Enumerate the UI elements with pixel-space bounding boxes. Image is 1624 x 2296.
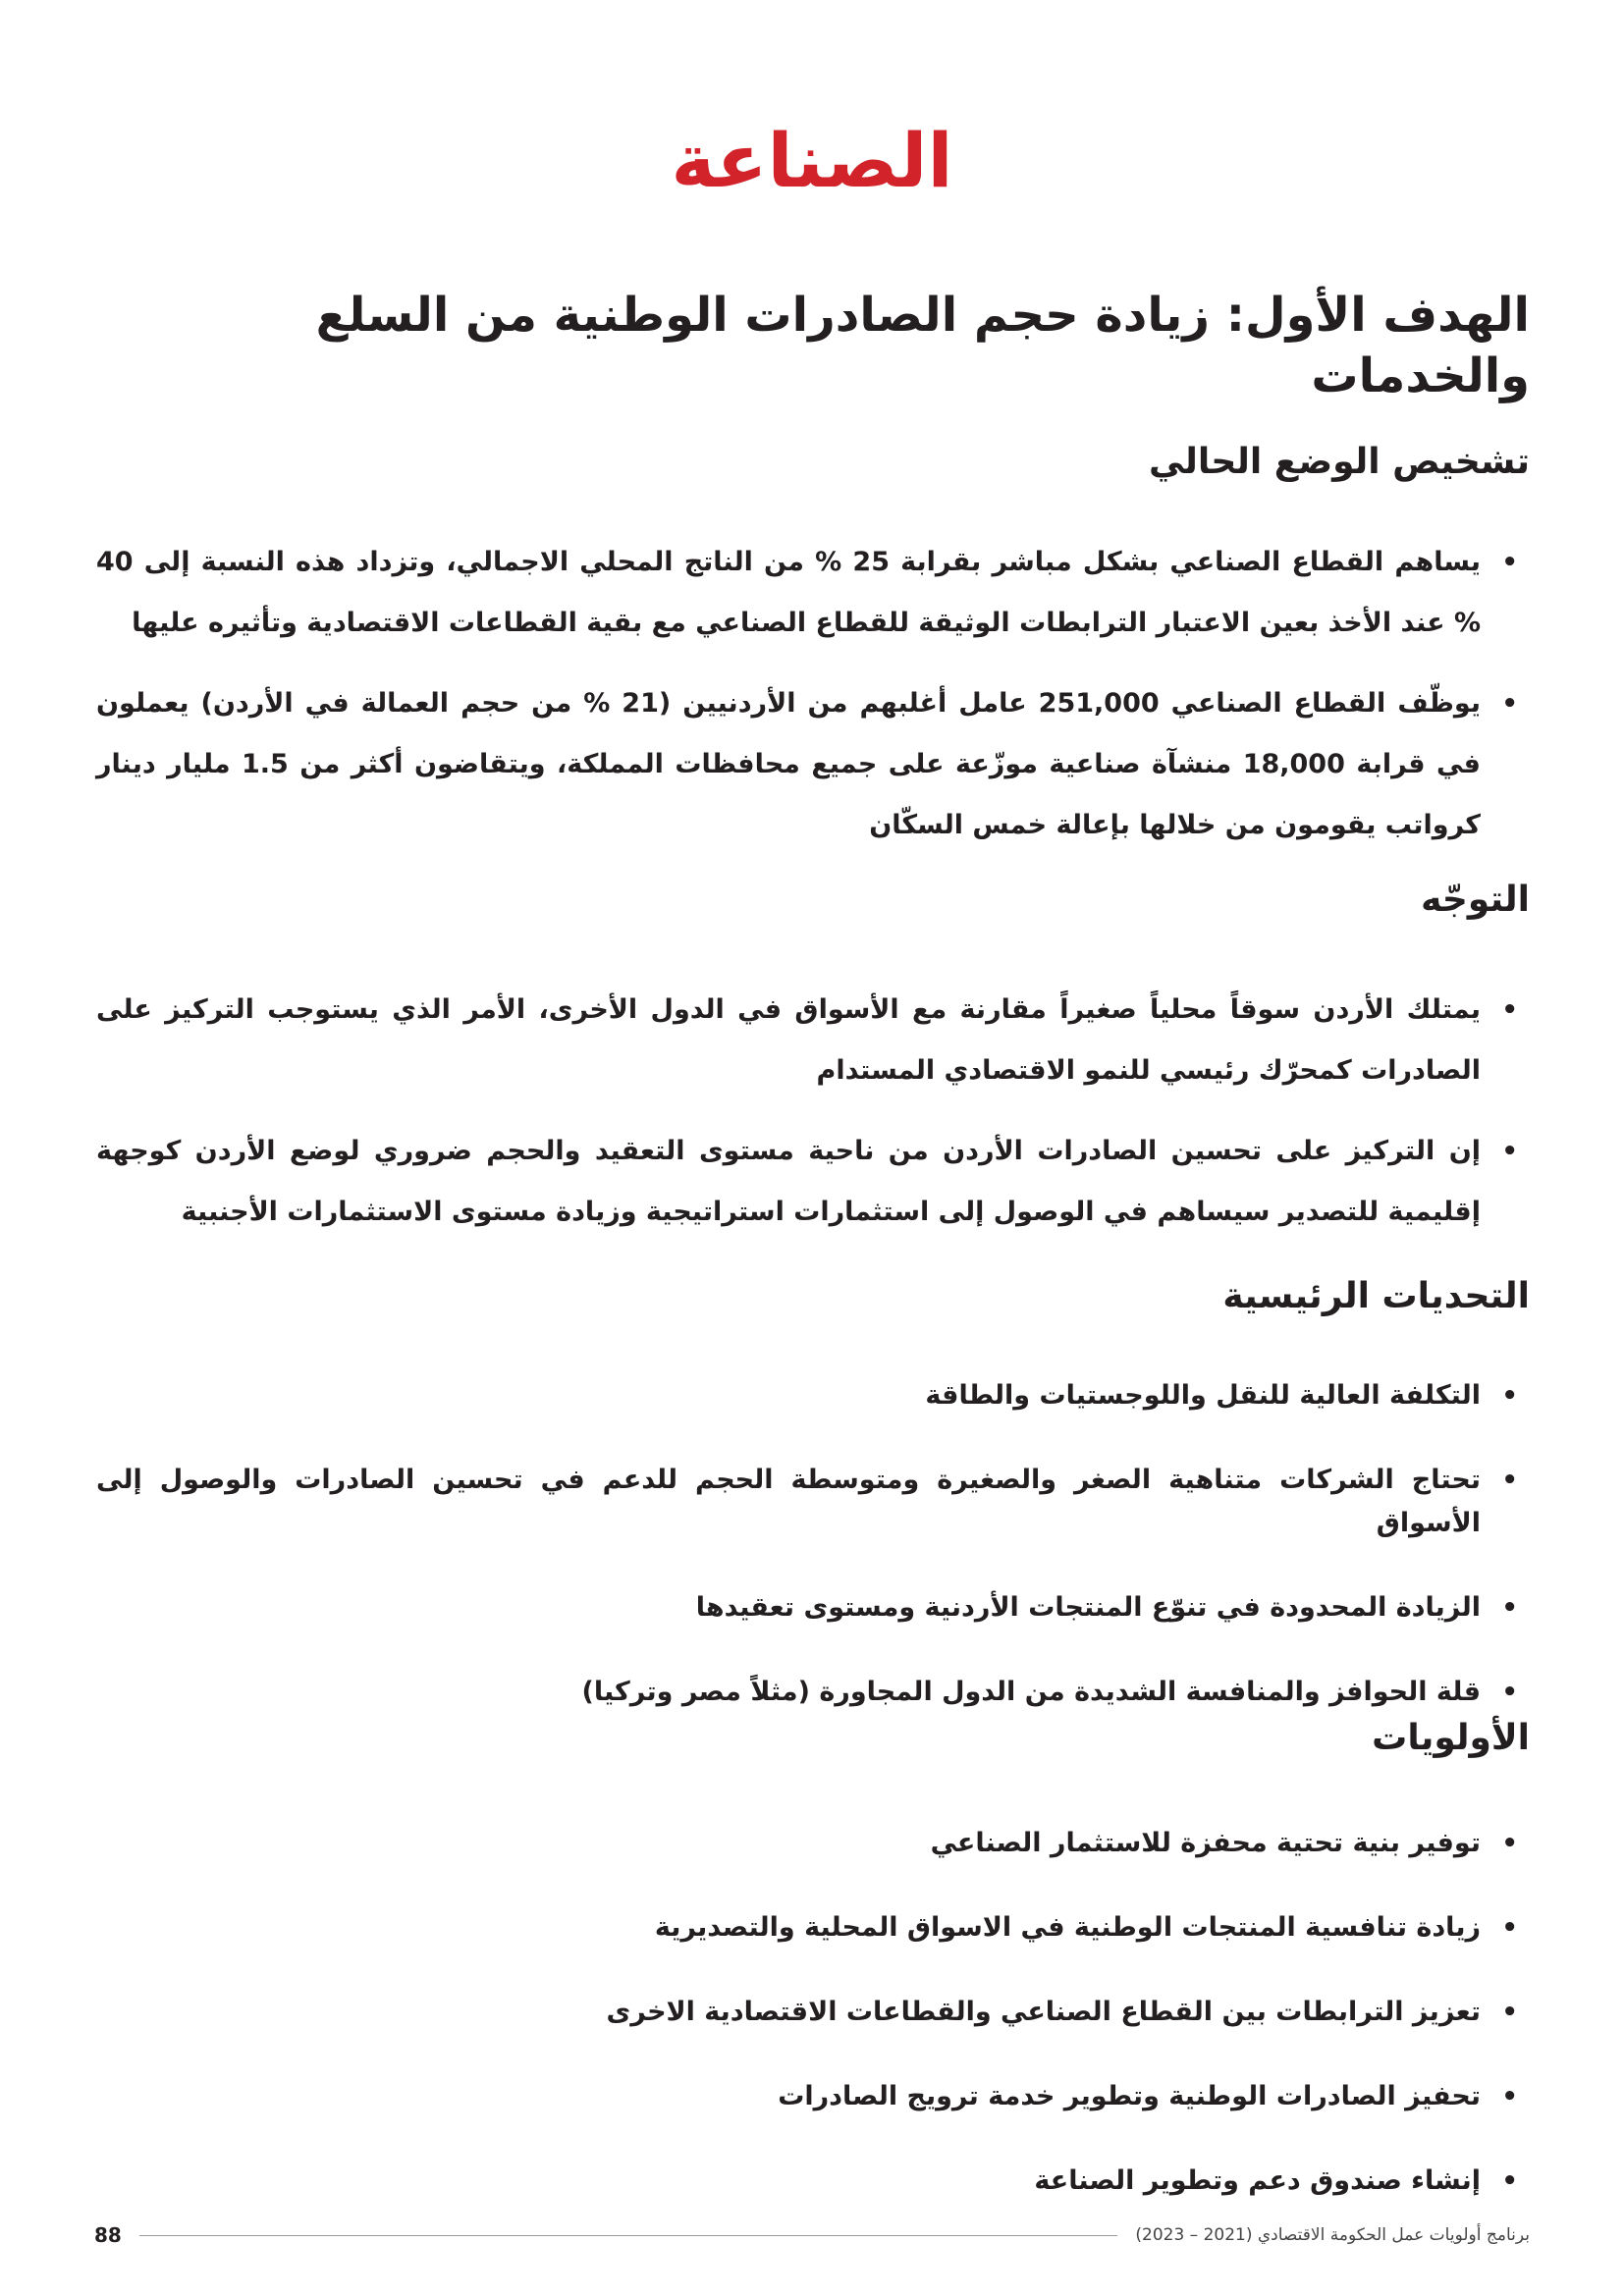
bullet-icon: • xyxy=(1501,689,1518,719)
bullet-icon: • xyxy=(1501,1678,1518,1707)
list-item xyxy=(96,2160,1530,2203)
list-item xyxy=(96,2075,1530,2118)
section-heading-current-status: تشخيص الوضع الحالي xyxy=(1148,442,1530,482)
section-heading-priorities: الأولويات xyxy=(1372,1718,1530,1758)
page-title: الصناعة xyxy=(671,117,953,204)
list-item-text: توفير بنية تحتية محفزة للاستثمار الصناعي xyxy=(930,1828,1481,1858)
list-item xyxy=(96,1374,1530,1417)
list-item-text: التكلفة العالية للنقل واللوجستيات والطاقة xyxy=(925,1380,1481,1411)
list-item-text: يساهم القطاع الصناعي بشكل مباشر بقرابة 25 % من الناتج المحلي الاجمالي، وتزداد هذه النسبة إلى 40 % عند الأخذ بعين الاعتبار الترابطات الوثيقة للقطاع الصناعي مع بقية القطاعات الاقتصادية وتأثيره عليها xyxy=(96,547,1481,638)
list-item-text: يمتلك الأردن سوقاً محلياً صغيراً مقارنة مع الأسواق في الدول الأخرى، الأمر الذي يستوجب التركيز على الصادرات كمحرّك رئيسي للنمو الاقتصادي المستدام xyxy=(96,994,1481,1086)
list-item xyxy=(96,1906,1530,1949)
list-item xyxy=(96,980,1530,1101)
footer-text: برنامج أولويات عمل الحكومة الاقتصادي (2021 – 2023) xyxy=(1135,2225,1530,2245)
list-item-text: تحتاج الشركات متناهية الصغر والصغيرة ومتوسطة الحجم للدعم في تحسين الصادرات والوصول إلى الأسواق xyxy=(96,1465,1481,1538)
list-item xyxy=(96,1991,1530,2034)
priorities-list xyxy=(96,1822,1530,2244)
bullet-icon: • xyxy=(1501,1381,1518,1411)
list-item-text: قلة الحوافز والمنافسة الشديدة من الدول المجاورة (مثلاً مصر وتركيا) xyxy=(581,1677,1481,1707)
current-status-list xyxy=(96,532,1530,876)
list-item xyxy=(96,532,1530,654)
list-item-text: إنشاء صندوق دعم وتطوير الصناعة xyxy=(1034,2165,1481,2196)
bullet-icon: • xyxy=(1501,1913,1518,1943)
list-item-text: تحفيز الصادرات الوطنية وتطوير خدمة ترويج الصادرات xyxy=(778,2081,1481,2111)
bullet-icon: • xyxy=(1501,995,1518,1025)
list-item xyxy=(96,1822,1530,1865)
bullet-icon: • xyxy=(1501,1998,1518,2027)
list-item xyxy=(96,1459,1530,1545)
list-item-text: يوظّف القطاع الصناعي 251,000 عامل أغلبهم من الأردنيين (21 % من حجم العمالة في الأردن) يعملون في قرابة 18,000 منشآة صناعية موزّعة على جميع محافظات المملكة، ويتقاضون أكثر من 1.5 مليار دينار كرواتب يقومون من خلالها بإعالة خمس السكّان xyxy=(96,688,1481,840)
list-item xyxy=(96,1671,1530,1714)
list-item-text: تعزيز الترابطات بين القطاع الصناعي والقطاعات الاقتصادية الاخرى xyxy=(606,1997,1481,2027)
bullet-icon: • xyxy=(1501,1137,1518,1166)
section-heading-main-challenges: التحديات الرئيسية xyxy=(1222,1276,1530,1316)
goal-heading: الهدف الأول: زيادة حجم الصادرات الوطنية من السلع والخدمات xyxy=(315,288,1530,404)
list-item xyxy=(96,1121,1530,1243)
page-footer xyxy=(94,2220,1530,2250)
list-item xyxy=(96,1586,1530,1629)
footer-divider xyxy=(139,2235,1118,2236)
bullet-icon: • xyxy=(1501,1593,1518,1623)
main-challenges-list xyxy=(96,1374,1530,1755)
bullet-icon: • xyxy=(1501,548,1518,577)
bullet-icon: • xyxy=(1501,1466,1518,1495)
bullet-icon: • xyxy=(1501,2166,1518,2196)
list-item-text: زيادة تنافسية المنتجات الوطنية في الاسواق المحلية والتصديرية xyxy=(654,1912,1481,1943)
section-heading-direction: التوجّه xyxy=(1421,880,1530,920)
direction-list xyxy=(96,980,1530,1262)
list-item xyxy=(96,673,1530,856)
bullet-icon: • xyxy=(1501,1829,1518,1858)
page-number: 88 xyxy=(94,2223,122,2247)
list-item-text: الزيادة المحدودة في تنوّع المنتجات الأردنية ومستوى تعقيدها xyxy=(695,1592,1481,1623)
bullet-icon: • xyxy=(1501,2082,1518,2111)
list-item-text: إن التركيز على تحسين الصادرات الأردن من ناحية مستوى التعقيد والحجم ضروري لوضع الأردن كوجهة إقليمية للتصدير سيساهم في الوصول إلى استثمارات استراتيجية وزيادة مستوى الاستثمارات الأجنبية xyxy=(96,1136,1481,1227)
